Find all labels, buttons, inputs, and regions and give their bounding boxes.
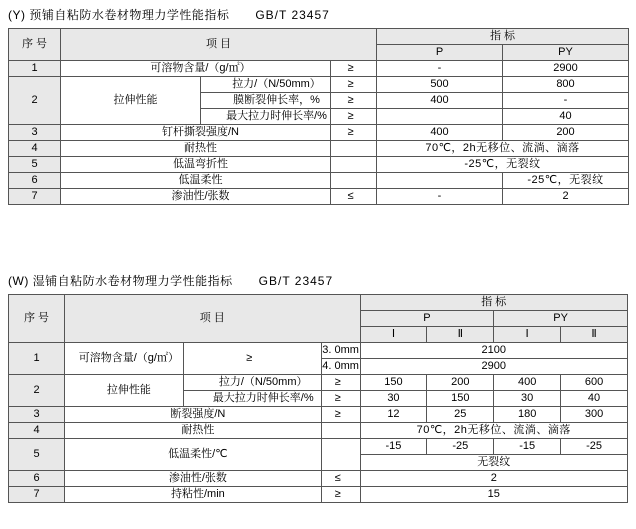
table-row <box>9 375 628 391</box>
table-2-row-2-sub-2-py2: 40 <box>561 391 628 407</box>
table-2-row-4-sym <box>321 423 360 439</box>
table-1-row-6-item: 低温柔性 <box>61 173 331 189</box>
table-2-header-p-1: Ⅰ <box>360 327 427 343</box>
table-2-row-1-sub-1-thickness: 3. 0mm <box>321 343 360 359</box>
table-1-row-4-item: 耐热性 <box>61 141 331 157</box>
table-2-row-4-item: 耐热性 <box>65 423 322 439</box>
table-2-header-item: 项 目 <box>65 295 360 343</box>
table-2-row-3-sym: ≥ <box>321 407 360 423</box>
table-row <box>9 423 628 439</box>
table-2-row-2-sub-2-py1: 30 <box>494 391 561 407</box>
table-1-row-2-sub-3-name: 最大拉力时伸长率/% <box>201 109 331 125</box>
table-2-row-7-value: 15 <box>360 487 627 503</box>
table-2-row-4-value: 70℃，2h无移位、流淌、滴落 <box>360 423 627 439</box>
table-2-row-5-sym <box>321 439 360 471</box>
table-2-row-2-sub-1-py2: 600 <box>561 375 628 391</box>
table-1-caption-code: GB/T 23457 <box>255 8 330 22</box>
table-2-row-2-sub-1-name: 拉力/（N/50mm） <box>183 375 321 391</box>
table-2-row-6-sym: ≤ <box>321 471 360 487</box>
table-1-row-7-item: 渗油性/张数 <box>61 189 331 205</box>
table-2-row-3-py1: 180 <box>494 407 561 423</box>
table-2-header-row-1 <box>9 295 628 311</box>
table-1-block <box>0 6 636 205</box>
table-1-header-p: P <box>377 45 503 61</box>
table-2-header-py-2: Ⅱ <box>561 327 628 343</box>
table-1-row-1-p: - <box>377 61 503 77</box>
table-2-row-1-sub-2-thickness: 4. 0mm <box>321 359 360 375</box>
table-1-row-3-p: 400 <box>377 125 503 141</box>
table-1-row-1-no: 1 <box>9 61 61 77</box>
table-1-caption <box>0 6 636 28</box>
table-1-row-6-py: -25℃，无裂纹 <box>503 173 629 189</box>
table-1-row-7-sym: ≤ <box>331 189 377 205</box>
table-1-row-6-p <box>377 173 503 189</box>
table-2-row-3-p1: 12 <box>360 407 427 423</box>
table-2-row-6-no: 6 <box>9 471 65 487</box>
table-2-row-1-sym: ≥ <box>183 343 321 375</box>
table-1-header-py: PY <box>503 45 629 61</box>
table-1-row-2-sub-3-py: 40 <box>503 109 629 125</box>
table-row <box>9 141 629 157</box>
table-2-row-7-item: 持粘性/min <box>65 487 322 503</box>
table-2-row-3-no: 3 <box>9 407 65 423</box>
table-2-row-6-value: 2 <box>360 471 627 487</box>
table-row <box>9 173 629 189</box>
table-2-row-2-sub-1-sym: ≥ <box>321 375 360 391</box>
table-1-row-7-no: 7 <box>9 189 61 205</box>
table-2-row-4-no: 4 <box>9 423 65 439</box>
table-2-row-5-py2: -25 <box>561 439 628 455</box>
table-2-caption-code: GB/T 23457 <box>258 274 334 288</box>
table-1-row-5-value: -25℃，无裂纹 <box>377 157 629 173</box>
table-1-row-6-sym <box>331 173 377 189</box>
table-2-row-2-sub-1-p1: 150 <box>360 375 427 391</box>
table-1-row-3-item: 钉杆撕裂强度/N <box>61 125 331 141</box>
table-2-row-5-py1: -15 <box>494 439 561 455</box>
table-2-header-target: 指 标 <box>360 295 627 311</box>
table-1-row-2-sub-2-name: 膜断裂伸长率，% <box>201 93 331 109</box>
table-1-row-1-item: 可溶物含量/（g/㎡） <box>61 61 331 77</box>
table-row <box>9 471 628 487</box>
table-2-header-p-2: Ⅱ <box>427 327 494 343</box>
table-1-row-2-sub-1-p: 500 <box>377 77 503 93</box>
table-1-header-target: 指 标 <box>377 29 629 45</box>
table-row <box>9 439 628 455</box>
table-1-row-2-sub-2-sym: ≥ <box>331 93 377 109</box>
table-1-row-6-no: 6 <box>9 173 61 189</box>
table-2-caption-title: (W) 湿铺自粘防水卷材物理力学性能指标 <box>8 274 233 288</box>
table-1-row-7-py: 2 <box>503 189 629 205</box>
table-2-row-1-no: 1 <box>9 343 65 375</box>
table-2-row-2-sub-2-sym: ≥ <box>321 391 360 407</box>
table-2-row-6-item: 渗油性/张数 <box>65 471 322 487</box>
table-1-row-4-sym <box>331 141 377 157</box>
table-2-block <box>0 272 636 503</box>
table-1-row-2-item: 拉伸性能 <box>61 77 201 125</box>
table-row <box>9 343 628 359</box>
table-1-row-3-no: 3 <box>9 125 61 141</box>
table-2-row-5-no: 5 <box>9 439 65 471</box>
table-2-row-1-sub-1-value: 2100 <box>360 343 627 359</box>
table-row <box>9 77 629 93</box>
table-row <box>9 487 628 503</box>
table-1-row-3-sym: ≥ <box>331 125 377 141</box>
table-1-row-2-sub-1-name: 拉力/（N/50mm） <box>201 77 331 93</box>
table-1-row-7-p: - <box>377 189 503 205</box>
table-2-header-py-1: Ⅰ <box>494 327 561 343</box>
table-1-header-index: 序 号 <box>9 29 61 61</box>
table-1-row-2-sub-2-py: - <box>503 93 629 109</box>
table-2-row-2-sub-1-p2: 200 <box>427 375 494 391</box>
table-1-row-2-sub-3-p <box>377 109 503 125</box>
table-1-row-2-sub-1-py: 800 <box>503 77 629 93</box>
table-1-caption-title: (Y) 预铺自粘防水卷材物理力学性能指标 <box>8 8 230 22</box>
table-1 <box>8 28 629 205</box>
table-2-row-5-item: 低温柔性/℃ <box>65 439 322 471</box>
table-2-row-5-note: 无裂纹 <box>360 455 627 471</box>
table-row <box>9 189 629 205</box>
table-2-row-2-no: 2 <box>9 375 65 407</box>
table-2-row-3-p2: 25 <box>427 407 494 423</box>
table-1-row-4-value: 70℃，2h无移位、流淌、滴落 <box>377 141 629 157</box>
table-1-row-1-py: 2900 <box>503 61 629 77</box>
table-2-row-5-p1: -15 <box>360 439 427 455</box>
table-2-row-1-item: 可溶物含量/（g/㎡） <box>65 343 184 375</box>
table-1-row-2-sub-1-sym: ≥ <box>331 77 377 93</box>
table-1-row-5-item: 低温弯折性 <box>61 157 331 173</box>
table-row <box>9 125 629 141</box>
table-1-row-5-no: 5 <box>9 157 61 173</box>
table-1-row-2-sub-3-sym: ≥ <box>331 109 377 125</box>
table-2 <box>8 294 628 503</box>
table-2-row-2-sub-1-py1: 400 <box>494 375 561 391</box>
table-1-header-row-1 <box>9 29 629 45</box>
table-row <box>9 407 628 423</box>
table-2-header-index: 序 号 <box>9 295 65 343</box>
table-2-row-3-py2: 300 <box>561 407 628 423</box>
table-2-row-2-sub-2-p1: 30 <box>360 391 427 407</box>
table-1-row-4-no: 4 <box>9 141 61 157</box>
table-2-row-2-item: 拉伸性能 <box>65 375 184 407</box>
table-2-header-py: PY <box>494 311 628 327</box>
table-2-row-3-item: 断裂强度/N <box>65 407 322 423</box>
table-1-header-item: 项 目 <box>61 29 377 61</box>
table-1-row-5-sym <box>331 157 377 173</box>
table-row <box>9 157 629 173</box>
table-1-row-3-py: 200 <box>503 125 629 141</box>
table-1-row-2-no: 2 <box>9 77 61 125</box>
table-2-row-2-sub-2-p2: 150 <box>427 391 494 407</box>
table-2-header-p: P <box>360 311 494 327</box>
table-2-row-7-sym: ≥ <box>321 487 360 503</box>
table-2-row-1-sub-2-value: 2900 <box>360 359 627 375</box>
table-row <box>9 61 629 77</box>
table-2-row-2-sub-2-name: 最大拉力时伸长率/% <box>183 391 321 407</box>
table-2-row-5-p2: -25 <box>427 439 494 455</box>
table-2-caption <box>0 272 636 294</box>
table-1-row-2-sub-2-p: 400 <box>377 93 503 109</box>
table-2-row-7-no: 7 <box>9 487 65 503</box>
table-1-row-1-sym: ≥ <box>331 61 377 77</box>
